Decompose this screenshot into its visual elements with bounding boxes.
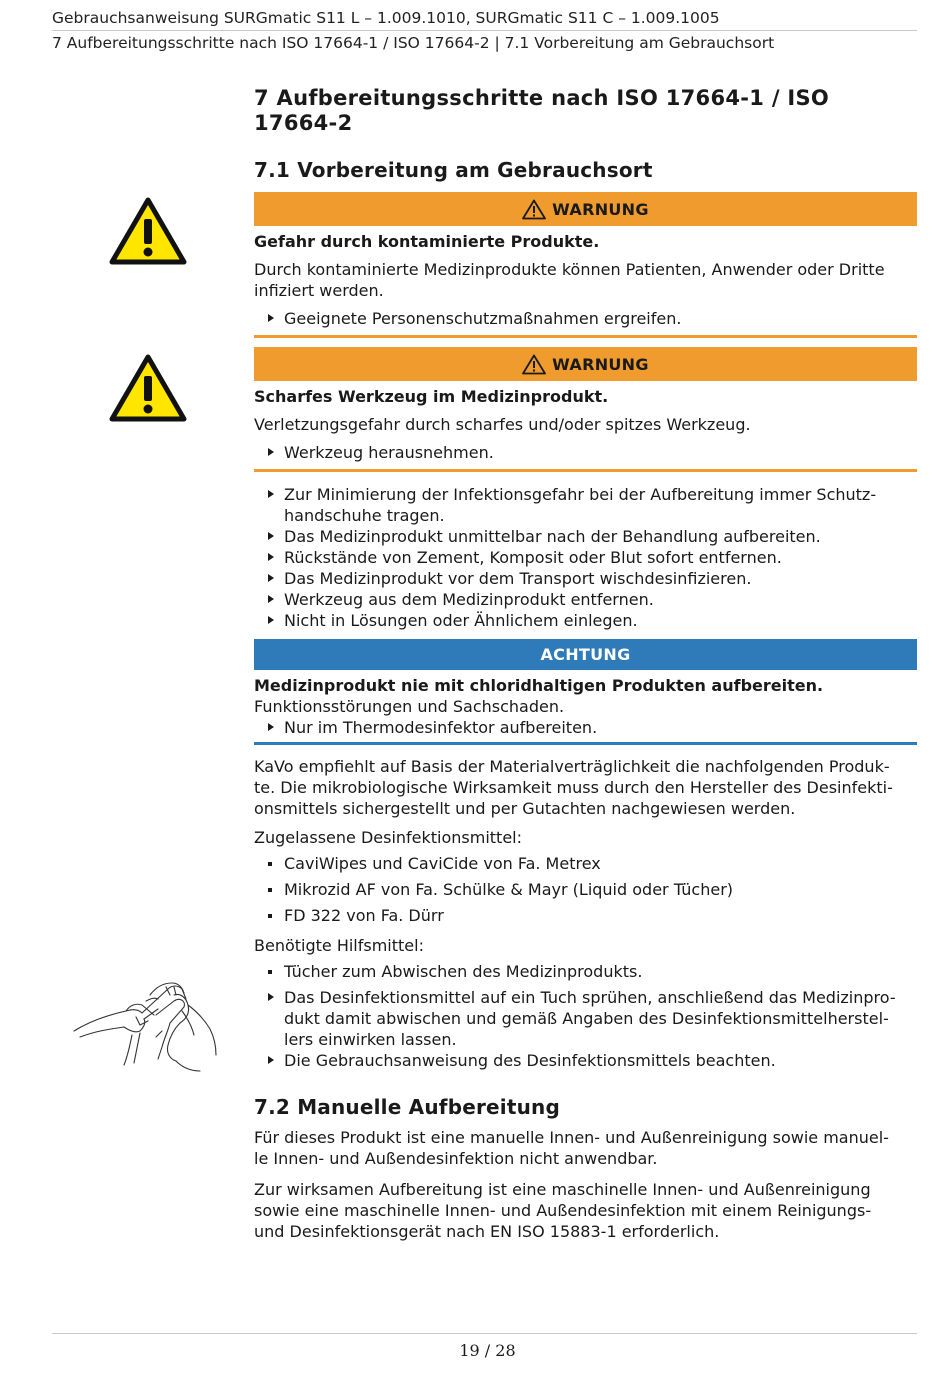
warning-box <box>254 347 917 472</box>
list-item: FD 322 von Fa. Dürr <box>254 905 917 926</box>
notice-box <box>254 639 917 745</box>
warning-banner <box>254 192 917 226</box>
warning-hazard-icon <box>109 197 187 265</box>
warning-end-rule <box>254 469 917 472</box>
warning-label: WARNUNG <box>552 199 649 219</box>
aids-label: Benötigte Hilfsmittel: <box>254 936 424 955</box>
preparation-steps <box>254 484 917 631</box>
list-item: Das Desinfektionsmittel auf ein Tuch sprühen, anschließend das Medizinpro- dukt damit abwischen und gemäß Angaben des Desinfektionsmittelherstel- lers einwirken lassen. <box>254 987 917 1050</box>
manual-paragraph: Für dieses Produkt ist eine manuelle Innen- und Außenreinigung sowie manuel- le Innen- und Außendesinfektion nicht anwendbar. <box>254 1128 889 1168</box>
notice-action: Nur im Thermodesinfektor aufbereiten. <box>254 717 917 738</box>
notice-text: Funktionsstörungen und Sachschaden. <box>254 697 565 716</box>
list-item: Mikrozid AF von Fa. Schülke & Mayr (Liquid oder Tücher) <box>254 879 917 900</box>
warning-text: Durch kontaminierte Medizinprodukte können Patienten, Anwender oder Dritte infiziert werden. <box>254 260 885 300</box>
warning-action: Werkzeug herausnehmen. <box>254 442 917 463</box>
notice-end-rule <box>254 742 917 745</box>
warning-heading: Scharfes Werkzeug im Medizinprodukt. <box>254 387 609 406</box>
warning-hazard-icon <box>109 354 187 422</box>
machine-paragraph: Zur wirksamen Aufbereitung ist eine maschinelle Innen- und Außenreinigung sowie eine maschinelle Innen- und Außendesinfektion mit einem Reinigungs- und Desinfektionsgerät nach EN ISO 15883-1 erforderlich. <box>254 1180 872 1241</box>
warning-label: WARNUNG <box>552 354 649 374</box>
recommendation-paragraph: KaVo empfiehlt auf Basis der Materialverträglichkeit die nachfolgenden Produk- te. Die mikrobiologische Wirksamkeit muss durch den Hersteller des Desinfekti- onsmittels sichergestellt und per Gutachten nachgewiesen werden. <box>254 757 893 818</box>
warning-triangle-icon <box>522 354 546 375</box>
list-item: Das Medizinprodukt unmittelbar nach der Behandlung aufbereiten. <box>254 526 917 547</box>
list-item: Tücher zum Abwischen des Medizinprodukts. <box>254 961 917 982</box>
chapter-title: 7 Aufbereitungsschritte nach ISO 17664-1 / ISO 17664-2 <box>254 86 830 135</box>
list-item: Das Medizinprodukt vor dem Transport wischdesinfizieren. <box>254 568 917 589</box>
warning-triangle-icon <box>522 199 546 220</box>
notice-banner: ACHTUNG <box>254 639 917 670</box>
warning-heading: Gefahr durch kontaminierte Produkte. <box>254 232 600 251</box>
list-item: Nicht in Lösungen oder Ähnlichem einlegen. <box>254 610 917 631</box>
header-divider <box>52 30 917 31</box>
disinfectant-list <box>254 853 917 926</box>
list-item: CaviWipes und CaviCide von Fa. Metrex <box>254 853 917 874</box>
list-item: Die Gebrauchsanweisung des Desinfektionsmittels beachten. <box>254 1050 917 1071</box>
list-item: Rückstände von Zement, Komposit oder Blut sofort entfernen. <box>254 547 917 568</box>
footer-divider <box>52 1333 917 1334</box>
document-title: Gebrauchsanweisung SURGmatic S11 L – 1.009.1010, SURGmatic S11 C – 1.009.1005 <box>52 9 720 27</box>
warning-end-rule <box>254 335 917 338</box>
notice-heading: Medizinprodukt nie mit chloridhaltigen Produkten aufbereiten. <box>254 676 824 695</box>
warning-action: Geeignete Personenschutzmaßnahmen ergreifen. <box>254 308 917 329</box>
disinfectants-label: Zugelassene Desinfektionsmittel: <box>254 828 523 847</box>
section-title-7-2: 7.2 Manuelle Aufbereitung <box>254 1095 561 1119</box>
warning-text: Verletzungsgefahr durch scharfes und/oder spitzes Werkzeug. <box>254 415 751 434</box>
list-item: Zur Minimierung der Infektionsgefahr bei der Aufbereitung immer Schutz- handschuhe tragen. <box>254 484 917 526</box>
wiping-hands-illustration <box>70 975 222 1075</box>
main-content <box>254 86 917 1242</box>
breadcrumb: 7 Aufbereitungsschritte nach ISO 17664-1 / ISO 17664-2 | 7.1 Vorbereitung am Gebrauchsort <box>52 34 775 52</box>
list-item: Werkzeug aus dem Medizinprodukt entfernen. <box>254 589 917 610</box>
warning-banner <box>254 347 917 381</box>
warning-box <box>254 192 917 338</box>
section-title-7-1: 7.1 Vorbereitung am Gebrauchsort <box>254 158 653 182</box>
page-number: 19 / 28 <box>459 1341 516 1360</box>
